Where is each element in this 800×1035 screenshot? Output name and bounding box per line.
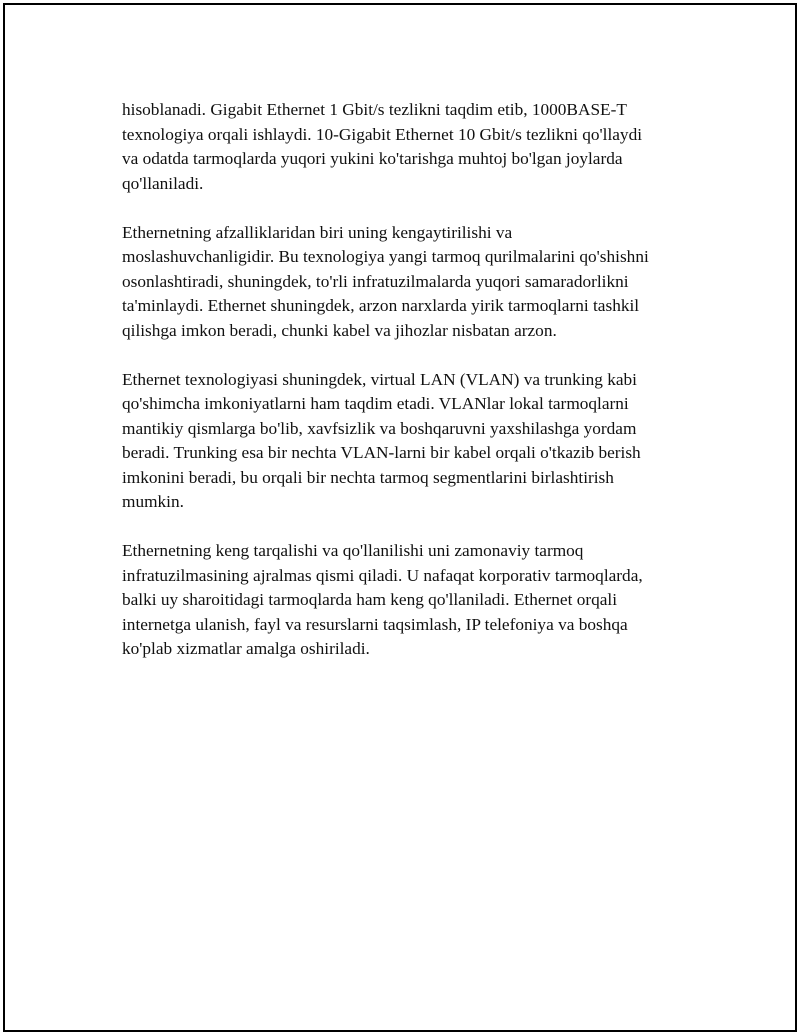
document-body bbox=[122, 98, 712, 686]
page-frame bbox=[3, 3, 797, 1032]
paragraph-2: Ethernetning afzalliklaridan biri uning kengaytirilishi va moslashuvchanligidir. Bu texnologiya yangi tarmoq qurilmalarini qo'shishni osonlashtiradi, shuningdek, to'rli infratuzilmalarda yuqori samaradorlikni ta'minlaydi. Ethernet shuningdek, arzon narxlarda yirik tarmoqlarni tashkil qilishga imkon beradi, chunki kabel va jihozlar nisbatan arzon. bbox=[122, 222, 649, 340]
paragraph-3: Ethernet texnologiyasi shuningdek, virtual LAN (VLAN) va trunking kabi qo'shimcha imkoniyatlarni ham taqdim etadi. VLANlar lokal tarmoqlarni mantikiy qismlarga bo'lib, xavfsizlik va boshqaruvni yaxshilashga yordam beradi. Trunking esa bir nechta VLAN-larni bir kabel orqali o'tkazib berish imkonini beradi, bu orqali bir nechta tarmoq segmentlarini birlashtirish mumkin. bbox=[122, 369, 641, 511]
paragraph-4: Ethernetning keng tarqalishi va qo'llanilishi uni zamonaviy tarmoq infratuzilmasining ajralmas qismi qiladi. U nafaqat korporativ tarmoqlarda, balki uy sharoitidagi tarmoqlarda ham keng qo'llaniladi. Ethernet orqali internetga ulanish, fayl va resurslarni taqsimlash, IP telefoniya va boshqa ko'plab xizmatlar amalga oshiriladi. bbox=[122, 541, 643, 658]
paragraph-1: hisoblanadi. Gigabit Ethernet 1 Gbit/s tezlikni taqdim etib, 1000BASE-T texnologiya orqali ishlaydi. 10-Gigabit Ethernet 10 Gbit/s tezlikni qo'llaydi va odatda tarmoqlarda yuqori yukini ko'tarishga muhtoj bo'lgan joylarda qo'llaniladi. bbox=[122, 100, 643, 193]
